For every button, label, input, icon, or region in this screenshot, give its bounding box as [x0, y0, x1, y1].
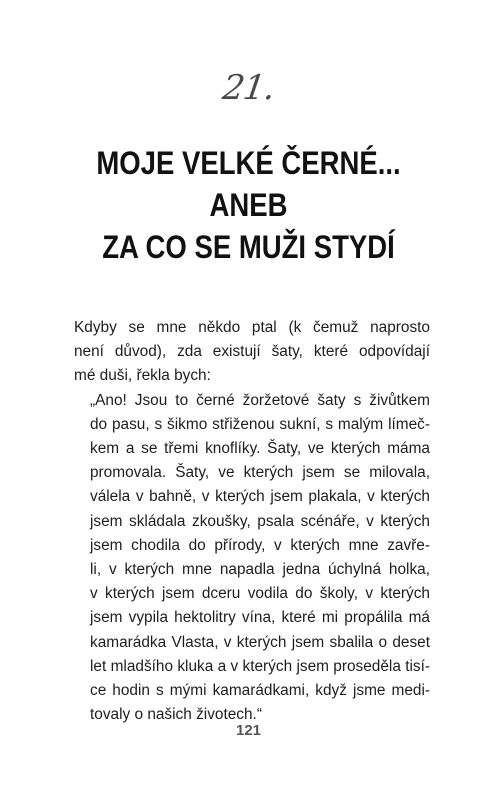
body-text [74, 316, 430, 727]
chapter-title-line: ANEB [209, 187, 288, 223]
body-line: Kdyby se mne někdo ptal (k čemuž naprosto [74, 319, 430, 336]
body-line: jsem vypila hektolitry vína, které mi propálila má [90, 609, 430, 627]
body-line: do pasu, s šikmo střiženou sukní, s malým límeč- [90, 415, 430, 433]
body-line: válela v bahně, v kterých jsem plakala, v kterých [90, 488, 430, 506]
chapter-title [35, 142, 462, 268]
chapter-title-line: ZA CO SE MUŽI STYDÍ [102, 229, 395, 265]
body-line: jsem skládala zkoušky, psala scénáře, v kterých [90, 512, 430, 530]
body-line: ce hodin s mými kamarádkami, když jsme medi- [90, 682, 430, 700]
body-line: „Ano! Jsou to černé žoržetové šaty s živůtkem [90, 391, 430, 409]
body-line: není důvod), zda existují šaty, které odpovídají [74, 343, 430, 361]
body-line: jsem chodila do přírody, v kterých mne zavře- [90, 536, 430, 554]
body-line: let mladšího kluka a v kterých jsem proseděla tisí- [90, 657, 430, 675]
body-line: mé duši, řekla bych: [74, 367, 211, 385]
body-line: tovaly o našich životech.“ [90, 706, 262, 724]
chapter-number: 21. [220, 68, 277, 108]
body-line: li, v kterých mne napadla jedna úchylná holka, [90, 561, 430, 579]
body-line: kem a se třemi knoflíky. Šaty, ve kterých máma [90, 440, 430, 458]
body-line: v kterých jsem dceru vodila do školy, v kterých [90, 585, 430, 603]
page-number: 121 [235, 722, 262, 739]
body-line: kamarádka Vlasta, v kterých jsem sbalila o deset [90, 633, 430, 651]
chapter-title-line: MOJE VELKÉ ČERNÉ... [96, 145, 401, 181]
body-line: promovala. Šaty, ve kterých jsem se milovala, [90, 464, 430, 482]
